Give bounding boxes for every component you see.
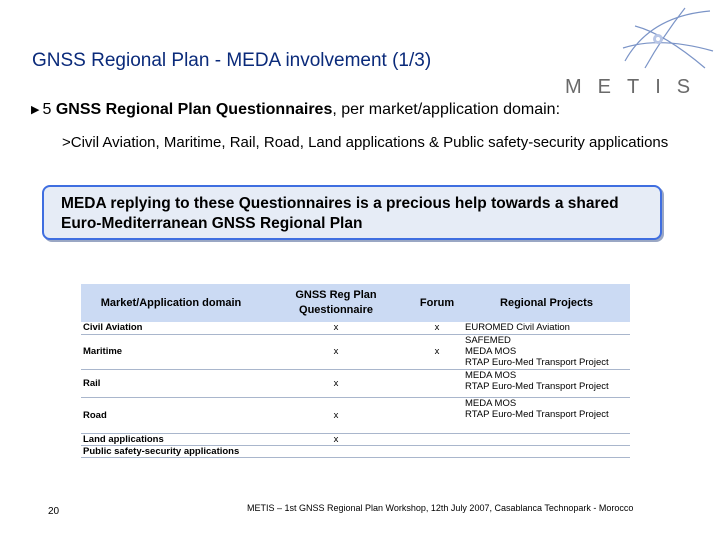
header-forum: Forum	[411, 284, 463, 322]
table-row	[81, 445, 630, 457]
page-number: 20	[48, 506, 60, 517]
project-item: RTAP Euro-Med Transport Project	[465, 408, 609, 420]
logo-text: METIS	[565, 76, 707, 98]
table-row	[81, 369, 630, 397]
forum-cell	[411, 369, 463, 397]
domain-cell: Land applications	[81, 433, 261, 445]
project-item: MEDA MOS	[465, 397, 517, 409]
forum-cell	[411, 433, 463, 445]
forum-cell: x	[411, 322, 463, 334]
projects-cell	[463, 397, 630, 433]
project-item: RTAP Euro-Med Transport Project	[465, 380, 609, 392]
gnss-cell: x	[261, 433, 411, 445]
gnss-cell: x	[261, 334, 411, 369]
table-row	[81, 433, 630, 445]
project-item: EUROMED Civil Aviation	[465, 322, 570, 333]
forum-cell	[411, 397, 463, 433]
forum-cell	[411, 445, 463, 457]
header-gnss: GNSS Reg Plan Questionnaire	[261, 284, 411, 322]
projects-cell	[463, 369, 630, 397]
callout-box	[42, 185, 662, 240]
slide-title: GNSS Regional Plan - MEDA involvement (1/3)	[32, 50, 432, 71]
callout-text: MEDA replying to these Questionnaires is a precious help towards a shared Euro-Mediterranean GNSS Regional Plan	[61, 195, 619, 232]
project-item: SAFEMED	[465, 334, 511, 346]
footer-text: METIS – 1st GNSS Regional Plan Workshop, 12th July 2007, Casablanca Technopark - Morocco	[247, 503, 634, 513]
projects-cell	[463, 322, 630, 334]
table-row	[81, 322, 630, 334]
sub-bullet-domains: >Civil Aviation, Maritime, Rail, Road, Land applications & Public safety-security applications	[62, 134, 669, 151]
table-header-row	[81, 284, 630, 322]
domain-cell: Civil Aviation	[81, 322, 261, 334]
projects-cell	[463, 334, 630, 369]
gnss-cell: x	[261, 369, 411, 397]
metis-orbit-icon	[565, 6, 715, 76]
forum-cell: x	[411, 334, 463, 369]
projects-cell	[463, 445, 630, 457]
domain-cell: Road	[81, 397, 261, 433]
bullet-questionnaires	[31, 101, 560, 119]
project-item: MEDA MOS	[465, 345, 517, 357]
header-market: Market/Application domain	[81, 284, 261, 322]
domain-cell: Rail	[81, 369, 261, 397]
triangle-bullet-icon: ▶	[31, 104, 40, 116]
table-row	[81, 334, 630, 369]
metis-logo	[565, 6, 715, 106]
table-row	[81, 397, 630, 433]
domain-table	[81, 284, 630, 458]
project-item: MEDA MOS	[465, 369, 517, 381]
gnss-cell: x	[261, 322, 411, 334]
gnss-cell: x	[261, 397, 411, 433]
gnss-cell	[261, 445, 411, 457]
bullet-bold-text: GNSS Regional Plan Questionnaires	[55, 101, 333, 118]
project-item: RTAP Euro-Med Transport Project	[465, 356, 609, 368]
domain-cell: Public safety-security applications	[81, 445, 261, 457]
domain-cell: Maritime	[81, 334, 261, 369]
header-projects: Regional Projects	[463, 284, 630, 322]
bullet-number: 5	[42, 101, 52, 118]
projects-cell	[463, 433, 630, 445]
bullet-rest-text: , per market/application domain:	[332, 101, 561, 118]
